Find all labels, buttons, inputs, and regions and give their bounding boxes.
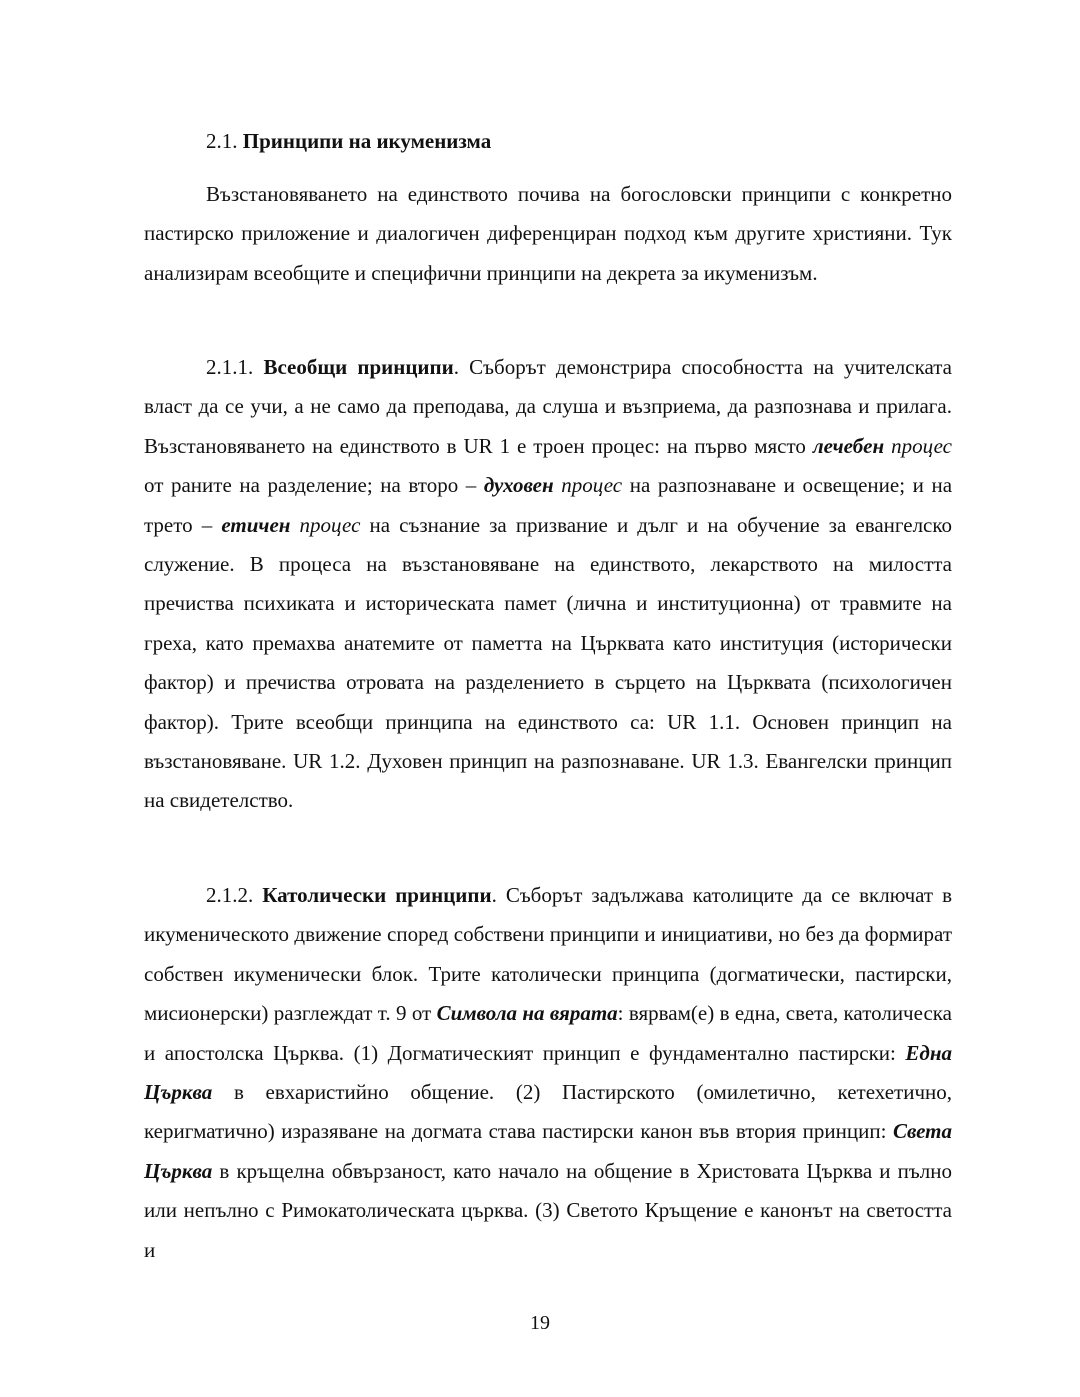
paragraph-intro-text: Възстановяването на единството почива на богословски принципи с конкретно пастирско приложение и диалогичен диференциран подход към другите християни. Тук анализирам всеобщите и специфични принципи на декрета за икуменизъм. <box>144 182 952 285</box>
paragraph-universal-principles <box>144 348 952 821</box>
emphasis-process: процес <box>891 433 952 458</box>
emphasis-spiritual: духовен <box>483 473 554 498</box>
paragraph-text: на разпознаване и освещение; и на трето – <box>144 473 953 537</box>
paragraph-text: в евхаристийно общение. (2) Пастирското (омилетично, кетехетично, керигматично) изразяване на догмата става пастирски канон във втория принцип: <box>144 1080 952 1144</box>
subsection-number: 2.1.2. <box>206 883 254 907</box>
paragraph-intro <box>144 175 952 293</box>
emphasis-healing: лечебен <box>812 433 885 458</box>
paragraph-text: . Съборът демонстрира способността на учителската власт да се учи, а не само да преподава, да слуша и възприема, да разпознава и прилага. Възстановяването на единството в UR 1 е троен процес: на първо място <box>144 355 952 458</box>
paragraph-catholic-principles <box>144 876 952 1270</box>
section-title: Принципи на икуменизма <box>242 129 492 153</box>
paragraph-text: от раните на разделение; на второ – <box>144 473 484 498</box>
paragraph-text: на съзнание за призвание и дълг и на обучение за евангелско служение. В процеса на възстановяване на единството, лекарството на милостта пречиства психиката и историческата памет (лична и институционна) от травмите на греха, като премахва анатемите от паметта на Църквата като институция (исторически фактор) и пречиства отровата на разделението в сърцето на Църквата (психологичен фактор). Трите всеобщи принципа на единството са: UR 1.1. Основен принцип на възстановяване. UR 1.2. Духовен принцип на разпознаване. UR 1.3. Евангелски принцип на свидетелство. <box>144 512 953 813</box>
emphasis-creed: Символа на вярата <box>436 1001 618 1026</box>
emphasis-process: процес <box>561 473 623 498</box>
subsection-title: Католически принципи <box>262 883 492 907</box>
paragraph-text: : вярвам(е) в една, света, католическа и апостолска Църква. (1) Догматическият принцип е фундаментално пастирски: <box>144 1001 952 1065</box>
subsection-number: 2.1.1. <box>206 355 254 379</box>
emphasis-holy-church: Света Църква <box>144 1119 952 1183</box>
paragraph-text: . Съборът задължава католиците да се включат в икуменическото движение според собствени принципи и инициативи, но без да формират собствен икуменически блок. Трите католически принципа (догматически, пастирски, мисионерски) разглеждат т. 9 от <box>144 883 953 1026</box>
page-number: 19 <box>530 1312 550 1334</box>
emphasis-ethical: етичен <box>221 512 291 537</box>
emphasis-process: процес <box>299 512 361 537</box>
emphasis-one-church: Една Църква <box>144 1040 952 1105</box>
subsection-title: Всеобщи принципи <box>263 355 454 379</box>
section-number: 2.1. <box>206 129 238 153</box>
section-heading <box>206 126 491 156</box>
paragraph-text: в кръщелна обвързаност, като начало на общение в Христовата Църква и пълно или непълно с Римокатолическата църква. (3) Светото Кръщение е канонът на светостта и <box>144 1158 952 1262</box>
